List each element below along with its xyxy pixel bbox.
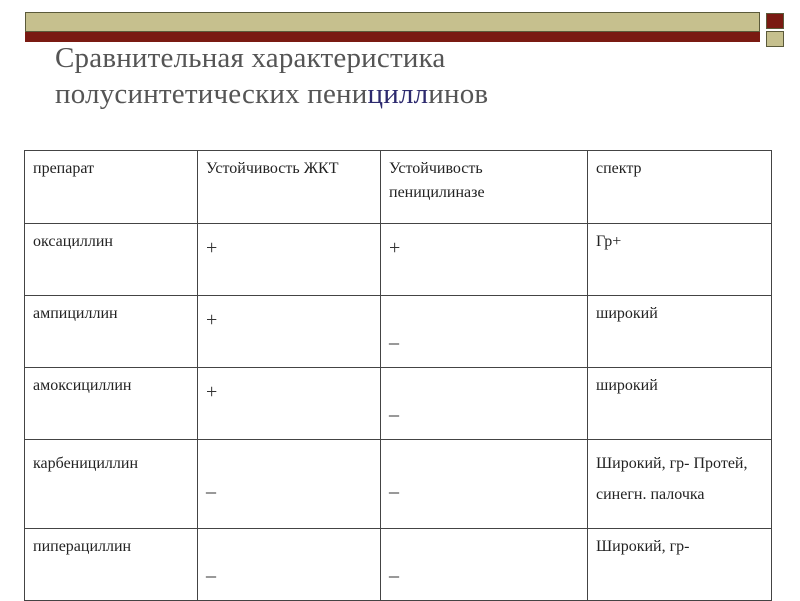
corner-square-olive [766, 31, 784, 47]
table-row [25, 440, 772, 529]
cell-drug: ампициллин [25, 296, 198, 368]
title-line-2-part-b: цилл [367, 78, 429, 110]
cell-penicillinase-stability [381, 368, 588, 440]
cell-drug: оксациллин [25, 224, 198, 296]
cell-spectrum: Широкий, гр- [588, 529, 772, 601]
dash-sign: _ [206, 474, 216, 496]
dash-sign: _ [389, 474, 399, 496]
title-line-2-part-c: инов [428, 78, 489, 110]
dash-sign: _ [206, 558, 216, 580]
cell-penicillinase-stability [381, 529, 588, 601]
title-line-2 [55, 76, 488, 112]
cell-spectrum: широкий [588, 368, 772, 440]
table-row [25, 529, 772, 601]
title-line-1: Сравнительная характеристика [55, 42, 446, 74]
plus-sign: + [206, 381, 218, 403]
cell-spectrum: Широкий, гр- Протей, синегн. палочка [588, 440, 772, 529]
table-row [25, 368, 772, 440]
penicillin-comparison-table [24, 150, 772, 601]
cell-gi-stability [198, 440, 381, 529]
cell-drug: карбенициллин [25, 440, 198, 529]
header-cell-spectrum: спектр [588, 151, 772, 224]
plus-sign: + [206, 309, 218, 331]
header-cell-gi-stability: Устойчивость ЖКТ [198, 151, 381, 224]
cell-penicillinase-stability [381, 440, 588, 529]
slide-title [55, 40, 488, 112]
header-decor-bar-olive [25, 12, 760, 32]
cell-spectrum: широкий [588, 296, 772, 368]
plus-sign: + [206, 237, 218, 259]
dash-sign: _ [389, 558, 399, 580]
cell-gi-stability [198, 368, 381, 440]
dash-sign: _ [389, 325, 399, 347]
plus-sign: + [389, 237, 401, 259]
table-header-row [25, 151, 772, 224]
cell-gi-stability [198, 296, 381, 368]
table-row [25, 296, 772, 368]
corner-square-maroon [766, 13, 784, 29]
cell-penicillinase-stability [381, 224, 588, 296]
cell-spectrum: Гр+ [588, 224, 772, 296]
dash-sign: _ [389, 397, 399, 419]
cell-drug: пиперациллин [25, 529, 198, 601]
header-cell-penicillinase-stability: Устойчивость пеницилиназе [381, 151, 588, 224]
cell-drug: амоксициллин [25, 368, 198, 440]
cell-gi-stability [198, 224, 381, 296]
table-row [25, 224, 772, 296]
cell-penicillinase-stability [381, 296, 588, 368]
cell-gi-stability [198, 529, 381, 601]
header-cell-drug: препарат [25, 151, 198, 224]
title-line-2-part-a: полусинтетических пени [55, 78, 368, 110]
